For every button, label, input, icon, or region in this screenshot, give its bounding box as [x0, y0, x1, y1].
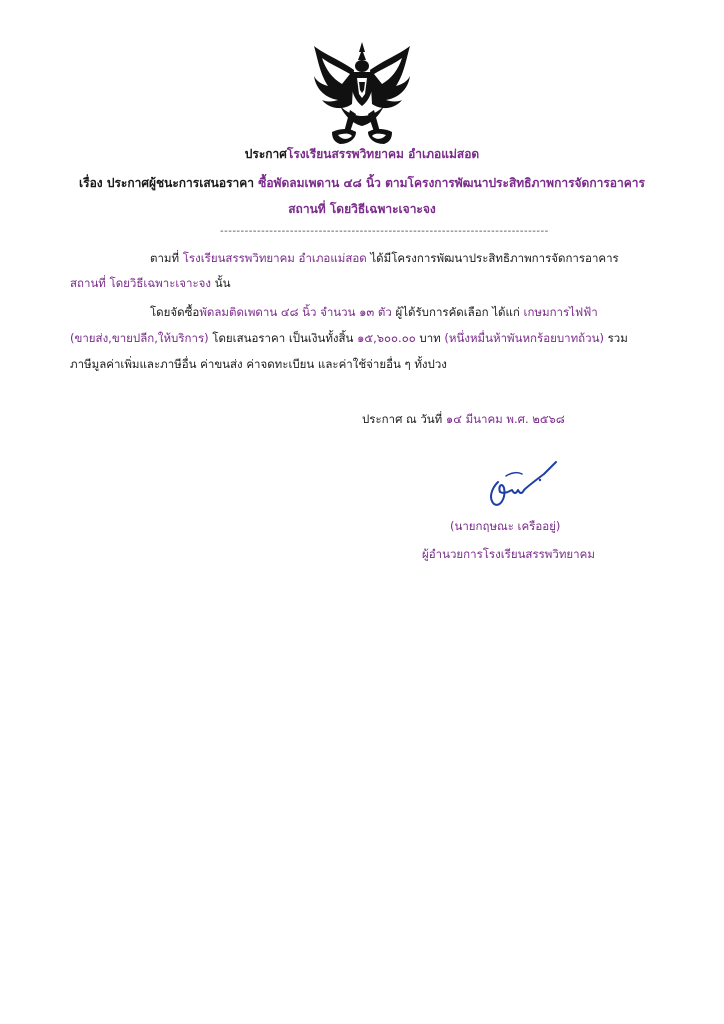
announcement-date-line [362, 411, 565, 429]
announcement-date: ๑๔ มีนาคม พ.ศ. ๒๕๖๘ [445, 412, 565, 426]
body-text: ได้มีโครงการพัฒนาประสิทธิภาพการจัดการอาคาร [366, 251, 619, 265]
heading-line-2 [0, 174, 724, 193]
body-text: นั้น [211, 276, 231, 290]
body-amount-words: (หนึ่งหมื่นห้าพันหกร้อยบาทถ้วน) [444, 331, 604, 345]
body-item: พัดลมติดเพดาน ๔๘ นิ้ว จำนวน ๑๓ ตัว [199, 305, 392, 319]
signature-image [478, 458, 560, 508]
heading-prefix: ประกาศ [244, 147, 287, 161]
body-text: ตามที่ [150, 251, 183, 265]
body-vendor: เกษมการไฟฟ้า [523, 305, 598, 319]
body-paragraph-2-cont [70, 330, 628, 348]
body-paragraph-1-cont [70, 275, 230, 293]
body-text: โดยจัดซื้อ [150, 305, 200, 319]
body-method: สถานที่ โดยวิธีเฉพาะเจาะจง [70, 276, 212, 290]
subject-text: ซื้อพัดลมเพดาน ๔๘ นิ้ว ตามโครงการพัฒนาประสิทธิภาพการจัดการอาคาร [258, 176, 645, 190]
body-text: บาท [415, 331, 445, 345]
subject-prefix: เรื่อง ประกาศผู้ชนะการเสนอราคา [79, 176, 259, 190]
announcement-label: ประกาศ ณ วันที่ [362, 412, 446, 426]
signer-name: (นายกฤษณะ เครืออยู่) [450, 519, 561, 533]
body-school-name: โรงเรียนสรรพวิทยาคม อำเภอแม่สอด [182, 251, 367, 265]
body-paragraph-2 [150, 304, 598, 322]
school-name: โรงเรียนสรรพวิทยาคม อำเภอแม่สอด [286, 147, 480, 161]
body-text: ผู้ได้รับการคัดเลือก ได้แก่ [391, 305, 524, 319]
body-text: โดยเสนอราคา เป็นเงินทั้งสิ้น [208, 331, 358, 345]
body-amount: ๑๕,๖๐๐.๐๐ [357, 331, 416, 345]
body-text: รวม [603, 331, 628, 345]
body-vendor-type: (ขายส่ง,ขายปลีก,ให้บริการ) [70, 331, 209, 345]
body-paragraph-2-end: ภาษีมูลค่าเพิ่มและภาษีอื่น ค่าขนส่ง ค่าจดทะเบียน และค่าใช้จ่ายอื่น ๆ ทั้งปวง [70, 357, 447, 371]
signer-title: ผู้อำนวยการโรงเรียนสรรพวิทยาคม [422, 547, 595, 561]
heading-line-1 [0, 145, 724, 164]
heading-line-3 [0, 200, 724, 219]
garuda-emblem-icon [310, 40, 414, 150]
subject-text-cont: สถานที่ โดยวิธีเฉพาะเจาะจง [288, 202, 436, 216]
separator-line: -------------------------------------------------------------------------------- [220, 226, 549, 237]
body-paragraph-1 [150, 250, 619, 268]
